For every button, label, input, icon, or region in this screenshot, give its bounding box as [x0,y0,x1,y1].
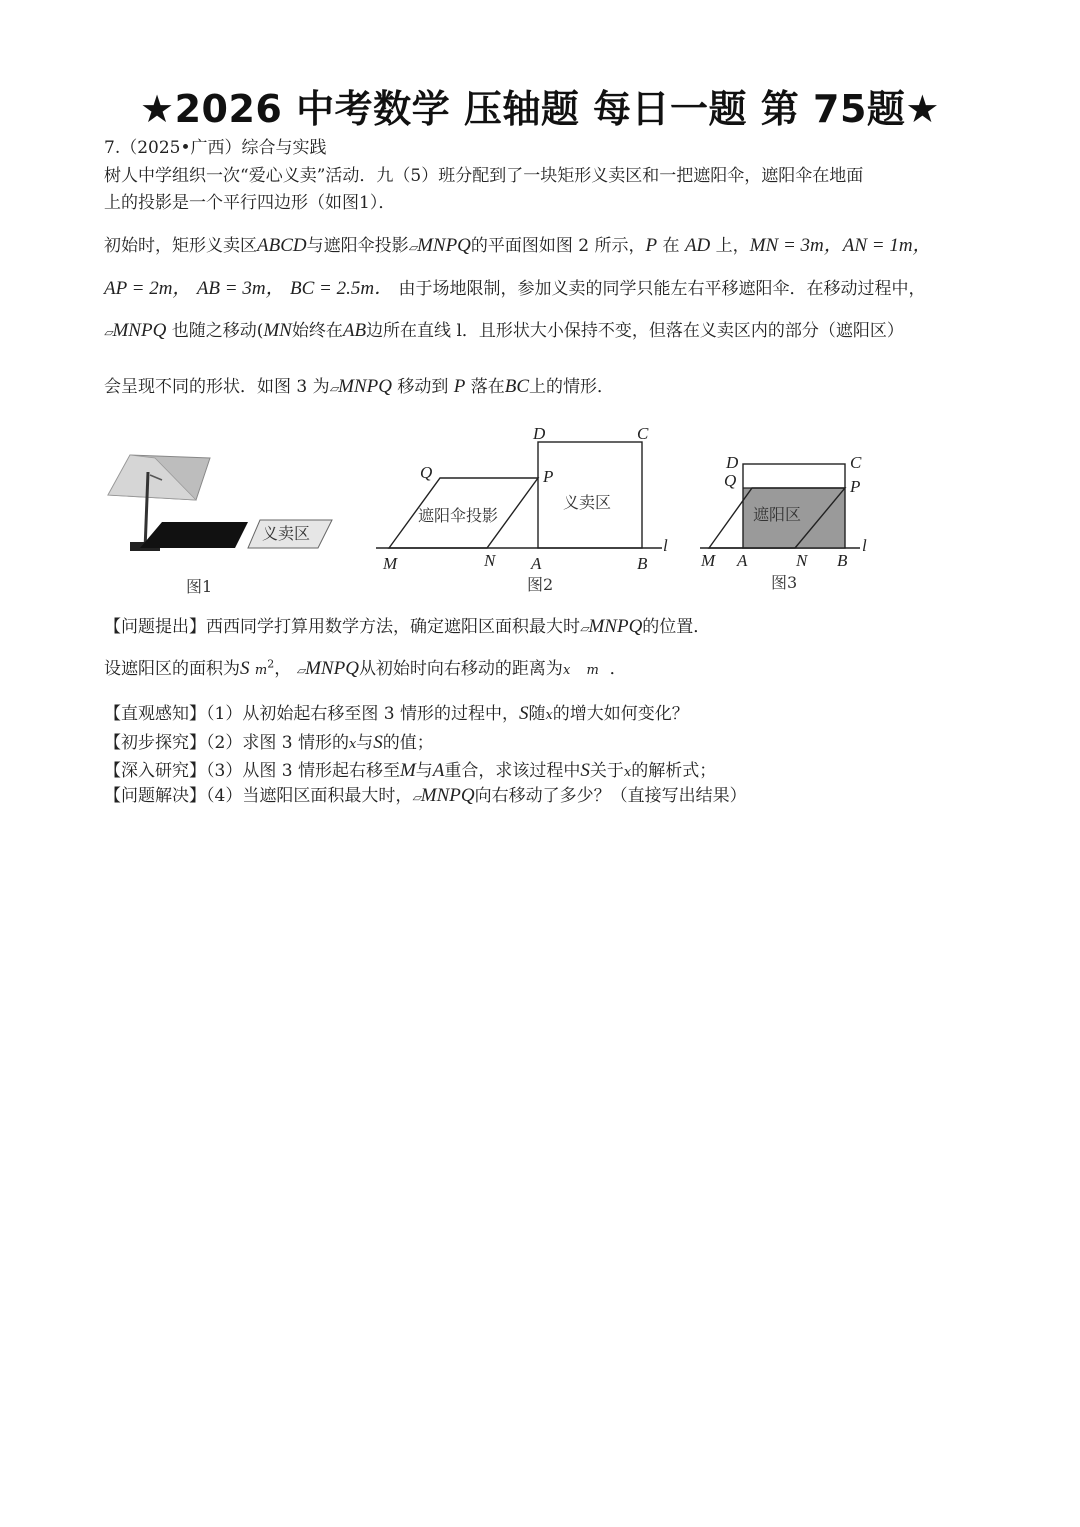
point-M: M [383,554,398,573]
point-label: P [453,376,466,397]
figures-svg [100,420,880,605]
text-segment: 【深入研究】（3）从图 3 情形起右移至 [104,761,400,781]
point-C: C [637,424,649,443]
text-segment: 边所在直线 l．且形状大小保持不变，但落在义卖区内的部分（遮阳区） [366,321,904,341]
point-N: N [796,551,808,570]
condition-line-4 [104,372,614,398]
variable-x: x [623,765,632,780]
point-B: B [837,551,848,570]
point-A-label: A [432,760,445,781]
parallelogram-symbol: ▱ [408,242,418,254]
umbrella-shadow [140,522,248,548]
fig1-stall-label: 义卖区 [262,524,311,543]
variable-x: x [545,708,553,723]
text-segment: 与 [356,733,374,753]
variable-S: S [580,760,590,781]
line-label-l: l [663,536,668,555]
condition-line-2 [104,273,925,300]
variable-x: x [348,737,357,752]
text-segment: 【直观感知】（1）从初始起右移至图 3 情形的过程中， [104,704,519,724]
question-prompt [104,612,710,638]
text-segment: 落在 [470,377,505,397]
length-condition: MN = 3m，AN = 1m， [749,235,932,256]
text-segment: 也随之移动( [171,321,264,341]
fig3-shade-label: 遮阳区 [753,505,802,524]
text-segment: 始终在 [291,321,343,341]
question-4 [104,781,747,807]
text-segment: ， [274,659,292,679]
length-condition: AP = 2m， [104,278,192,299]
text-segment: 重合，求该过程中 [444,761,581,781]
point-C: C [850,453,862,472]
question-1 [104,699,689,725]
parallelogram-name: MNPQ [305,658,359,679]
text-segment: ． [609,659,627,679]
text-segment: 的平面图如图 2 所示， [470,236,646,256]
text-segment: 在 [657,236,685,256]
question-2 [104,728,434,754]
variable-x: x [562,663,571,678]
segment-label: MN [263,320,292,341]
variable-S: S [518,703,529,724]
fig1-caption: 图1 [186,577,213,596]
parallelogram-name: MNPQ [420,785,475,806]
page-title: ★2026 中考数学 压轴题 每日一题 第 75题★ [140,87,940,131]
question-setup [104,654,627,680]
text-segment: 从初始时向右移动的距离为 [358,659,563,679]
text-segment: 移动到 [397,377,449,397]
text-segment: 会呈现不同的形状．如图 3 为 [104,377,330,397]
fig2-umbrella-label: 遮阳伞投影 [418,506,499,525]
text-segment: 上， [710,236,750,256]
figure-2 [376,424,668,594]
point-B: B [637,554,648,573]
text-segment: 关于 [589,761,624,781]
parallelogram-name: MNPQ [417,235,471,256]
text-segment: 向右移动了多少？（直接写出结果） [474,786,747,806]
figure-1 [108,455,332,596]
point-P: P [850,477,861,496]
problem-header: 7.（2025•广西）综合与实践 [104,138,327,158]
point-Q: Q [724,471,737,490]
variable-S: S [373,732,383,753]
point-M: M [701,551,716,570]
text-segment: 初始时，矩形义卖区 [104,236,257,256]
point-A: A [737,551,748,570]
point-Q: Q [420,463,433,482]
length-condition: AB = 3m， [196,278,285,299]
text-segment: 【问题提出】西西同学打算用数学方法，确定遮阳区面积最大时 [104,617,580,637]
condition-line-3 [104,316,904,342]
parallelogram-name: MNPQ [588,616,643,637]
text-segment: 的值； [382,733,434,753]
parallelogram-symbol: ▱ [580,623,589,635]
point-label: P [645,235,658,256]
intro-line-2: 上的投影是一个平行四边形（如图1）． [104,193,396,213]
text-segment: 的解析式； [631,761,717,781]
figure-3 [700,453,867,592]
text-segment: 的增大如何变化？ [552,704,689,724]
point-D: D [726,453,739,472]
question-3 [104,756,716,782]
fig2-caption: 图2 [527,575,554,594]
point-P: P [543,467,554,486]
intro-line-1: 树人中学组织一次“爱心义卖”活动．九（5）班分配到了一块矩形义卖区和一把遮阳伞，遮阳伞在地面 [104,166,864,186]
text-segment: 随 [528,704,546,724]
text-segment: 【初步探究】（2）求图 3 情形的 [104,733,349,753]
parallelogram-symbol: ▱ [104,327,113,339]
text-segment: 与遮阳伞投影 [306,236,409,256]
line-label-l: l [862,536,867,555]
unit-m: m [254,663,268,678]
parallelogram-symbol: ▱ [412,792,421,804]
point-A: A [531,554,542,573]
segment-label: AB [342,320,367,341]
segment-label: AD [684,235,711,256]
figure-row [100,420,880,605]
parallelogram-name: MNPQ [112,320,167,341]
point-M-label: M [399,760,416,781]
segment-label: BC [504,376,530,397]
text-segment: 与 [415,761,433,781]
variable-S: S [240,658,250,679]
unit-m: m [586,663,599,678]
point-N: N [484,551,496,570]
condition-line-1 [104,230,932,257]
text-segment: 上的情形． [529,377,615,397]
text-segment: 【问题解决】（4）当遮阳区面积最大时， [104,786,413,806]
superscript-2: 2 [267,657,275,671]
parallelogram-name: MNPQ [338,376,392,397]
parallelogram-symbol: ▱ [329,383,339,395]
fig3-caption: 图3 [771,573,798,592]
text-segment: 的位置． [642,617,711,637]
fig2-stall-label: 义卖区 [563,493,612,512]
text-segment: 由于场地限制，参加义卖的同学只能左右平移遮阳伞．在移动过程中， [398,279,926,299]
length-condition: BC = 2.5m． [290,278,394,299]
rect-name: ABCD [257,235,307,256]
parallelogram-symbol: ▱ [296,665,306,677]
text-segment: 设遮阳区的面积为 [104,659,240,679]
point-D: D [533,424,546,443]
